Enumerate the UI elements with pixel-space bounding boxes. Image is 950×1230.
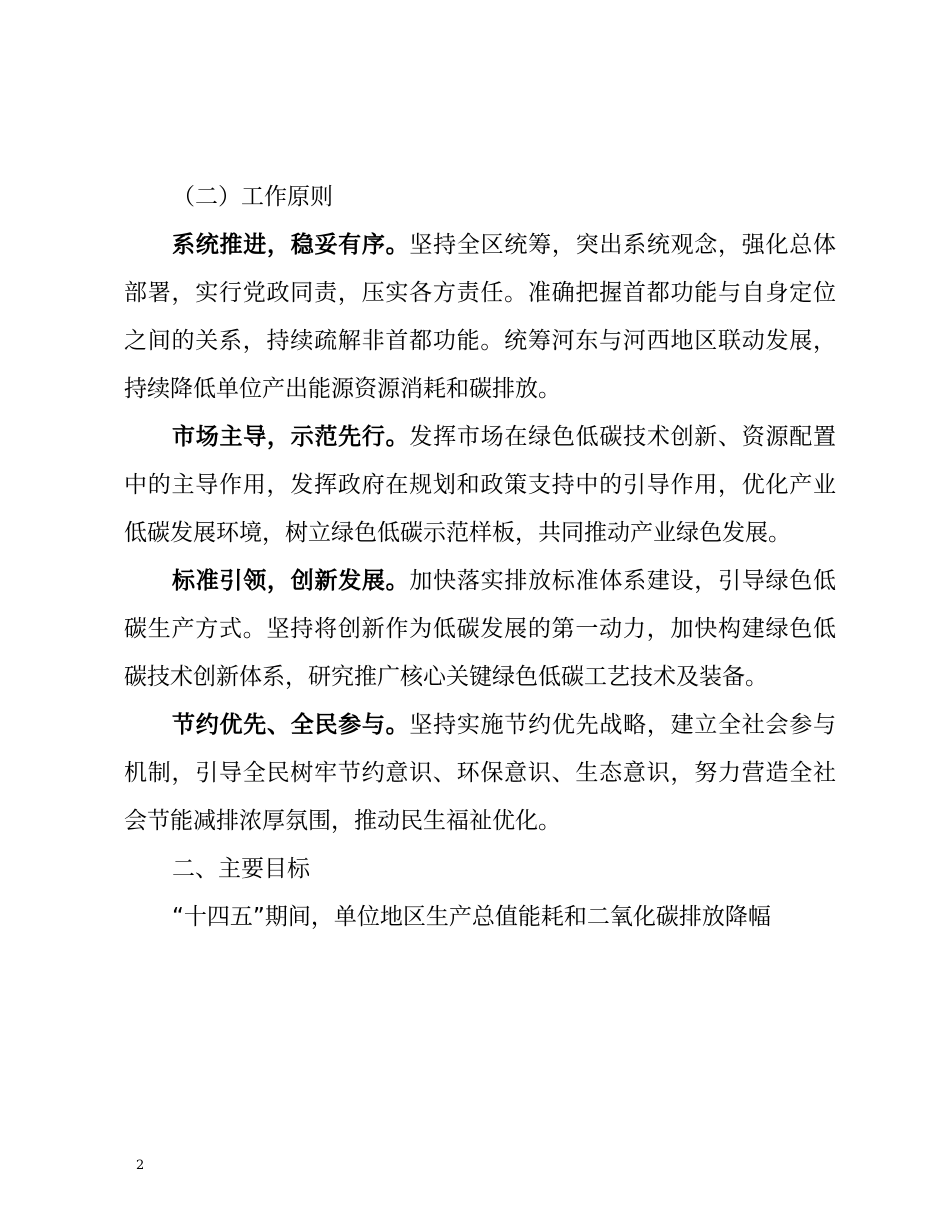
- principle-paragraph: [124, 701, 836, 845]
- principle-text: 坚持全区统筹，突出系统观念，强化总体部署，实行党政同责，压实各方责任。准确把握首都功能与自身定位之间的关系，持续疏解非首都功能。统筹河东与河西地区联动发展，持续降低单位产出能源资源消耗和碳排放。: [124, 232, 837, 402]
- principle-paragraph: [124, 413, 836, 557]
- principle-title: 节约优先、全民参与。: [172, 712, 410, 738]
- principle-paragraph: [124, 221, 836, 413]
- principle-title: 系统推进，稳妥有序。: [172, 232, 410, 258]
- body-paragraph: “十四五”期间，单位地区生产总值能耗和二氧化碳排放降幅: [172, 904, 771, 930]
- principle-text: 加快落实排放标准体系建设，引导绿色低碳生产方式。坚持将创新作为低碳发展的第一动力，加快构建绿色低碳技术创新体系，研究推广核心关键绿色低碳工艺技术及装备。: [124, 568, 837, 690]
- principle-title: 标准引领，创新发展。: [172, 568, 410, 594]
- principle-title: 市场主导，示范先行。: [172, 424, 410, 450]
- principle-paragraph: [124, 557, 836, 701]
- principle-text: 坚持实施节约优先战略，建立全社会参与机制，引导全民树牢节约意识、环保意识、生态意识，努力营造全社会节能减排浓厚氛围，推动民生福祉优化。: [124, 712, 837, 834]
- page-number: 2: [136, 1158, 145, 1173]
- subsection-heading: （二）工作原则: [172, 184, 333, 210]
- principle-text: 发挥市场在绿色低碳技术创新、资源配置中的主导作用，发挥政府在规划和政策支持中的引导作用，优化产业低碳发展环境，树立绿色低碳示范样板，共同推动产业绿色发展。: [124, 424, 837, 546]
- document-body: [124, 173, 836, 941]
- section-heading: 二、主要目标: [172, 856, 310, 882]
